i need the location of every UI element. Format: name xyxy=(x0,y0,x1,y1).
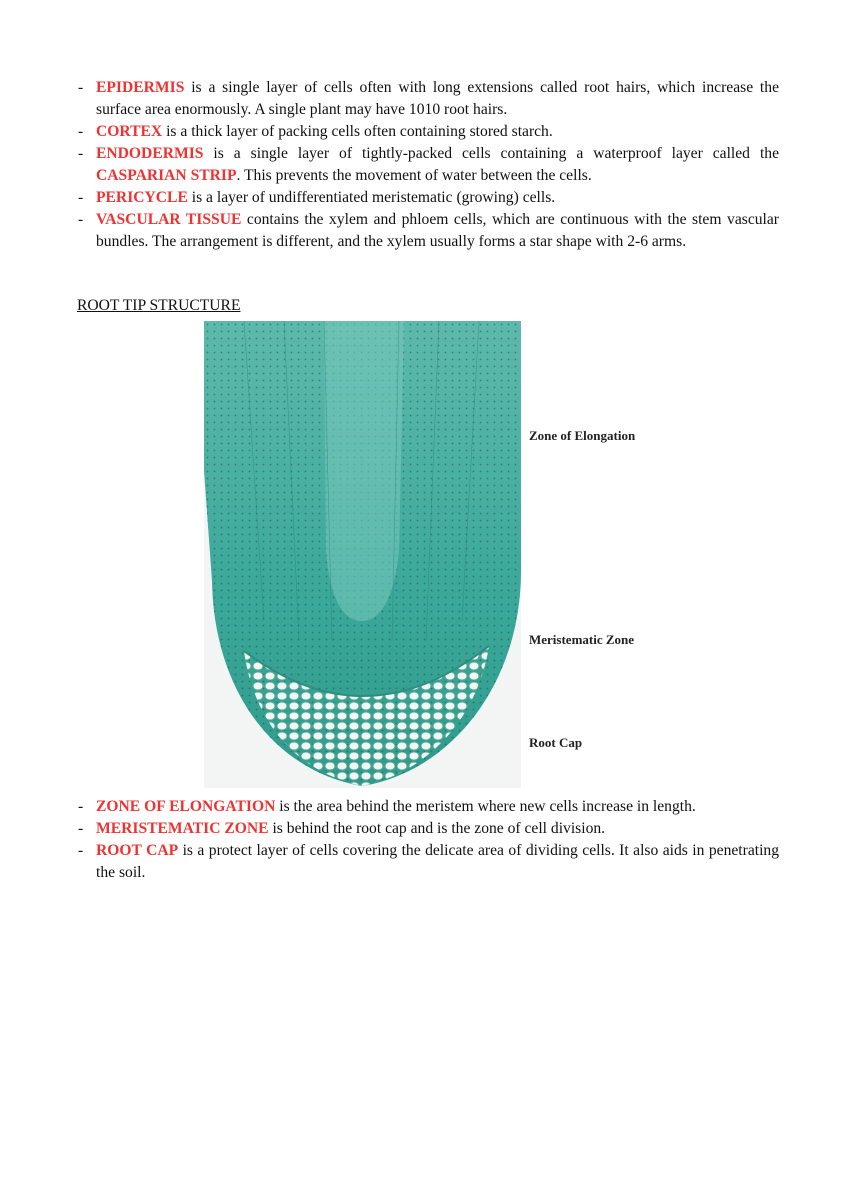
bullet-dash: - xyxy=(78,842,84,859)
label-root-cap: Root Cap xyxy=(529,735,583,750)
term-epidermis: EPIDERMIS xyxy=(96,79,185,96)
list-item-meristematic-zone xyxy=(76,818,779,840)
list-item-zone-of-elongation xyxy=(76,796,779,818)
definition-endodermis: is a single layer of tightly-packed cells containing a waterproof layer called the xyxy=(203,145,779,162)
bullet-dash: - xyxy=(78,145,84,162)
section-heading-root-tip: ROOT TIP STRUCTURE xyxy=(77,297,241,314)
bullet-dash: - xyxy=(78,79,84,96)
term-root-cap: ROOT CAP xyxy=(96,842,179,859)
definition-zone-of-elongation: is the area behind the meristem where new cells increase in length. xyxy=(275,798,696,815)
label-zone-of-elongation: Zone of Elongation xyxy=(529,428,636,443)
list-item-vascular-tissue xyxy=(76,209,779,253)
root-tip-zone-list xyxy=(76,796,779,884)
term-meristematic-zone: MERISTEMATIC ZONE xyxy=(96,820,269,837)
bullet-dash: - xyxy=(78,798,84,815)
definition-cortex: is a thick layer of packing cells often containing stored starch. xyxy=(162,123,553,140)
root-tissue-list xyxy=(76,77,779,253)
list-item-epidermis xyxy=(76,77,779,121)
definition-root-cap: is a protect layer of cells covering the delicate area of dividing cells. It also aids in penetrating the soil. xyxy=(96,842,779,881)
label-meristematic-zone: Meristematic Zone xyxy=(529,632,635,647)
bullet-dash: - xyxy=(78,211,84,228)
term-zone-of-elongation: ZONE OF ELONGATION xyxy=(96,798,276,815)
definition-meristematic-zone: is behind the root cap and is the zone of cell division. xyxy=(268,820,606,837)
term-casparian-strip: CASPARIAN STRIP xyxy=(96,167,237,184)
root-tip-micrograph xyxy=(204,321,521,788)
definition-pericycle: is a layer of undifferentiated meristematic (growing) cells. xyxy=(187,189,556,206)
definition-epidermis: is a single layer of cells often with long extensions called root hairs, which increase the surface area enormously. A single plant may have 1010 root hairs. xyxy=(96,79,779,118)
bullet-dash: - xyxy=(78,189,84,206)
term-cortex: CORTEX xyxy=(96,123,163,140)
term-vascular-tissue: VASCULAR TISSUE xyxy=(96,211,242,228)
list-item-endodermis xyxy=(76,143,779,187)
term-endodermis: ENDODERMIS xyxy=(96,145,204,162)
list-item-root-cap xyxy=(76,840,779,884)
list-item-pericycle xyxy=(76,187,779,209)
definition-vascular-tissue: contains the xylem and phloem cells, which are continuous with the stem vascular bundles. The arrangement is different, and the xylem usually forms a star shape with 2-6 arms. xyxy=(96,211,779,250)
list-item-cortex xyxy=(76,121,779,143)
bullet-dash: - xyxy=(78,820,84,837)
definition-casparian-strip: . This prevents the movement of water between the cells. xyxy=(236,167,592,184)
bullet-dash: - xyxy=(78,123,84,140)
term-pericycle: PERICYCLE xyxy=(96,189,188,206)
